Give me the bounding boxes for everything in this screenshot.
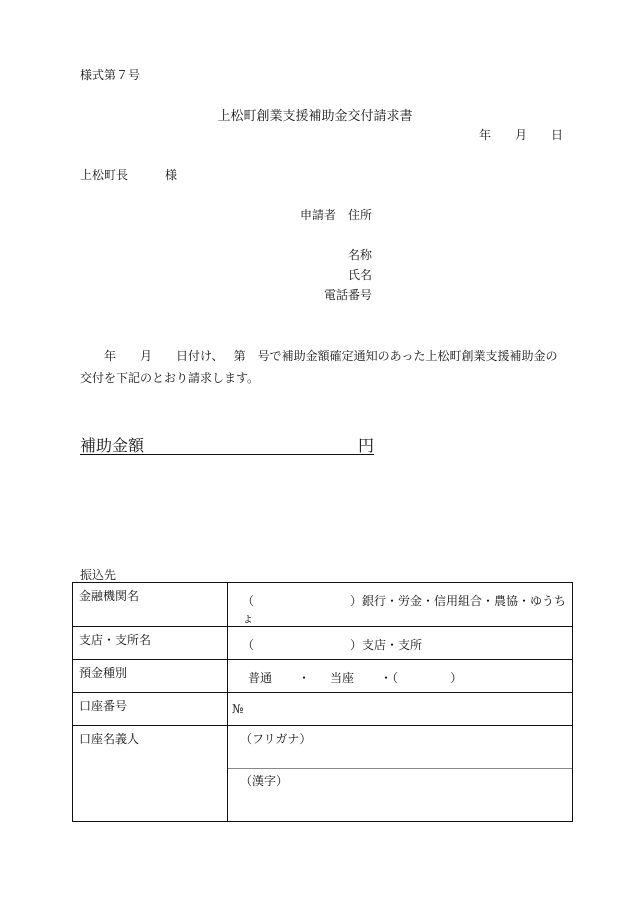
branch-type-options: ）支店・支所 bbox=[350, 638, 423, 652]
addressee-honorific: 様 bbox=[165, 168, 178, 182]
branch-name-field[interactable] bbox=[228, 627, 573, 660]
subsidy-amount-line bbox=[80, 433, 374, 455]
body-month: 月 bbox=[140, 349, 153, 363]
deposit-type-sep1: ・ bbox=[298, 671, 311, 685]
deposit-type-current[interactable]: 当座 bbox=[330, 671, 355, 685]
deposit-type-field[interactable] bbox=[228, 660, 573, 693]
account-number-prefix: № bbox=[232, 702, 244, 716]
deposit-type-close: ） bbox=[450, 671, 463, 685]
table-row bbox=[73, 583, 573, 627]
addressee-name: 上松町長 bbox=[80, 168, 129, 182]
bank-name-field[interactable] bbox=[228, 583, 573, 627]
table-row bbox=[73, 693, 573, 726]
applicant-address-label: 住所 bbox=[348, 208, 373, 222]
subsidy-amount-label: 補助金額 bbox=[80, 436, 145, 455]
body-year: 年 bbox=[104, 349, 117, 363]
deposit-type-sep2: ・（ bbox=[380, 671, 399, 685]
bank-account-table bbox=[72, 582, 573, 822]
request-body-text bbox=[80, 345, 558, 389]
bank-name-open: （ bbox=[242, 594, 255, 608]
deposit-type-ordinary[interactable]: 普通 bbox=[248, 671, 273, 685]
body-line2: 交付を下記のとおり請求します。 bbox=[80, 371, 260, 385]
branch-name-open: （ bbox=[242, 638, 255, 652]
account-holder-kana-label: （フリガナ） bbox=[240, 732, 312, 746]
applicant-person-name-label: 氏名 bbox=[348, 268, 373, 282]
transfer-destination-label: 振込先 bbox=[80, 568, 117, 582]
body-day: 日付け、 bbox=[176, 349, 224, 363]
account-number-label: 口座番号 bbox=[73, 693, 228, 726]
table-row bbox=[73, 627, 573, 660]
applicant-phone-label: 電話番号 bbox=[324, 288, 373, 302]
subsidy-amount-unit: 円 bbox=[357, 436, 374, 455]
account-number-field[interactable] bbox=[228, 693, 573, 726]
body-go-text: 号で補助金額確定通知のあった上松町創業支援補助金の bbox=[257, 349, 558, 363]
date-day-label: 日 bbox=[551, 128, 564, 142]
deposit-type-label: 預金種別 bbox=[73, 660, 228, 693]
date-year-label: 年 bbox=[479, 128, 492, 142]
branch-name-label: 支店・支所名 bbox=[73, 627, 228, 660]
bank-name-label: 金融機関名 bbox=[73, 583, 228, 627]
bank-type-options: ）銀行・労金・信用組合・農協・ゆうちょ bbox=[242, 594, 567, 625]
applicant-org-name-label: 名称 bbox=[348, 248, 373, 262]
body-dai: 第 bbox=[233, 349, 246, 363]
document-title: 上松町創業支援補助金交付請求書 bbox=[217, 109, 413, 124]
table-row bbox=[73, 660, 573, 693]
account-holder-field[interactable] bbox=[228, 726, 573, 822]
holder-divider bbox=[228, 768, 572, 769]
account-holder-label: 口座名義人 bbox=[73, 726, 228, 822]
date-month-label: 月 bbox=[515, 128, 528, 142]
account-holder-kanji-label: （漢字） bbox=[240, 774, 289, 788]
table-row bbox=[73, 726, 573, 822]
form-number: 様式第７号 bbox=[80, 68, 141, 82]
applicant-label: 申請者 bbox=[300, 208, 337, 222]
